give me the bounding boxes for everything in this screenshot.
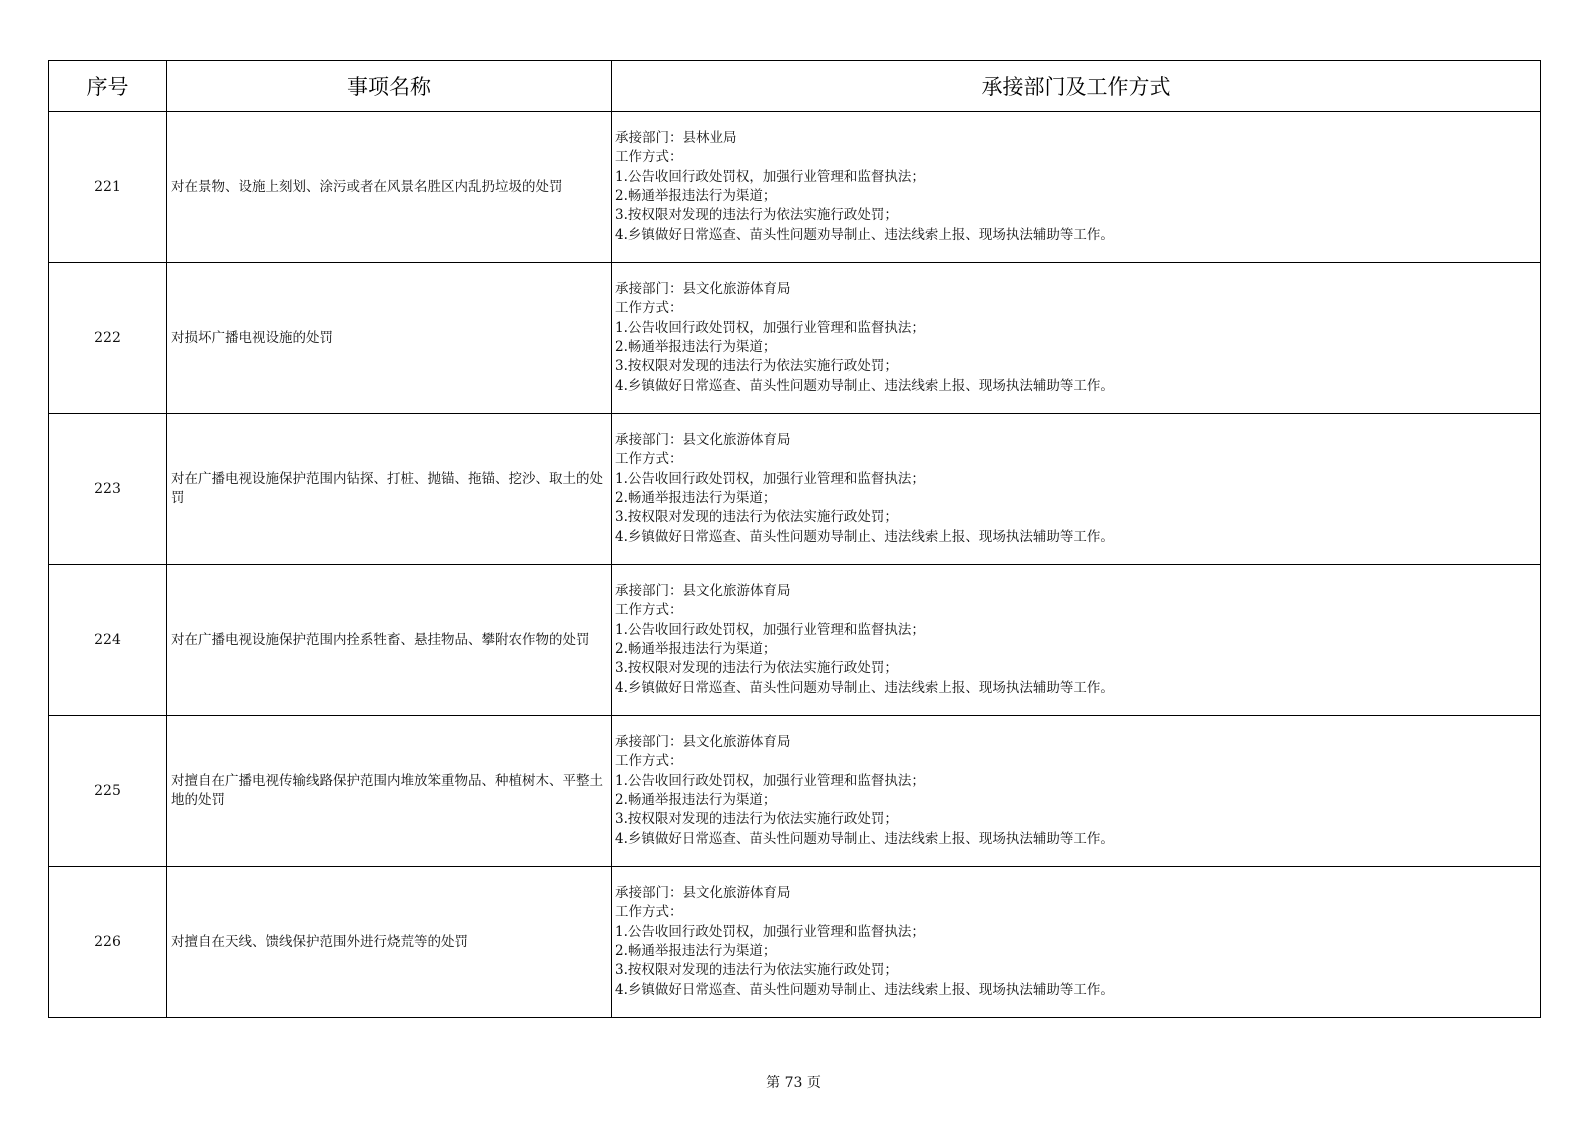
step-2: 2.畅通举报违法行为渠道； (615, 641, 777, 657)
item-name: 对在景物、设施上刻划、涂污或者在风景名胜区内乱扔垃圾的处罚 (167, 112, 612, 263)
item-name: 对在广播电视设施保护范围内拴系牲畜、悬挂物品、攀附农作物的处罚 (167, 565, 612, 716)
step-4: 4.乡镇做好日常巡查、苗头性问题劝导制止、违法线索上报、现场执法辅助等工作。 (615, 981, 1114, 998)
step-1: 1.公告收回行政处罚权，加强行业管理和监督执法； (615, 621, 925, 638)
table-row (49, 263, 1541, 414)
step-2: 2.畅通举报违法行为渠道； (615, 490, 777, 506)
table-row (49, 867, 1541, 1018)
method-label: 工作方式： (615, 451, 683, 468)
item-name: 对在广播电视设施保护范围内钻探、打桩、抛锚、拖锚、挖沙、取土的处罚 (167, 414, 612, 565)
step-2: 2.畅通举报违法行为渠道； (615, 188, 777, 204)
step-3: 3.按权限对发现的违法行为依法实施行政处罚； (615, 660, 898, 677)
header-name: 事项名称 (167, 61, 612, 112)
header-no: 序号 (49, 61, 167, 112)
step-3: 3.按权限对发现的违法行为依法实施行政处罚； (615, 358, 898, 375)
table-row (49, 414, 1541, 565)
row-number: 223 (49, 414, 167, 565)
row-number: 221 (49, 112, 167, 263)
table-row (49, 112, 1541, 263)
step-4: 4.乡镇做好日常巡查、苗头性问题劝导制止、违法线索上报、现场执法辅助等工作。 (615, 377, 1114, 394)
step-3: 3.按权限对发现的违法行为依法实施行政处罚； (615, 207, 898, 224)
item-name: 对损坏广播电视设施的处罚 (167, 263, 612, 414)
table-row (49, 565, 1541, 716)
dept-label: 承接部门：县文化旅游体育局 (615, 281, 791, 298)
method-label: 工作方式： (615, 753, 683, 770)
step-1: 1.公告收回行政处罚权，加强行业管理和监督执法； (615, 772, 925, 789)
item-name: 对擅自在广播电视传输线路保护范围内堆放笨重物品、种植树木、平整土地的处罚 (167, 716, 612, 867)
dept-cell (612, 565, 1541, 716)
step-1: 1.公告收回行政处罚权，加强行业管理和监督执法； (615, 168, 925, 185)
dept-label: 承接部门：县林业局 (615, 130, 737, 147)
header-row (49, 61, 1541, 112)
row-number: 226 (49, 867, 167, 1018)
step-1: 1.公告收回行政处罚权，加强行业管理和监督执法； (615, 470, 925, 487)
dept-cell (612, 414, 1541, 565)
dept-label: 承接部门：县文化旅游体育局 (615, 885, 791, 902)
dept-label: 承接部门：县文化旅游体育局 (615, 432, 791, 449)
step-3: 3.按权限对发现的违法行为依法实施行政处罚； (615, 962, 898, 979)
header-dept: 承接部门及工作方式 (612, 61, 1541, 112)
method-label: 工作方式： (615, 300, 683, 317)
row-number: 222 (49, 263, 167, 414)
method-label: 工作方式： (615, 602, 683, 619)
step-4: 4.乡镇做好日常巡查、苗头性问题劝导制止、违法线索上报、现场执法辅助等工作。 (615, 528, 1114, 545)
step-4: 4.乡镇做好日常巡查、苗头性问题劝导制止、违法线索上报、现场执法辅助等工作。 (615, 830, 1114, 847)
row-number: 225 (49, 716, 167, 867)
dept-cell (612, 112, 1541, 263)
method-label: 工作方式： (615, 904, 683, 921)
dept-cell (612, 716, 1541, 867)
step-1: 1.公告收回行政处罚权，加强行业管理和监督执法； (615, 923, 925, 940)
step-3: 3.按权限对发现的违法行为依法实施行政处罚； (615, 509, 898, 526)
table-row (49, 716, 1541, 867)
step-2: 2.畅通举报违法行为渠道； (615, 792, 777, 808)
step-3: 3.按权限对发现的违法行为依法实施行政处罚； (615, 811, 898, 828)
dept-cell (612, 263, 1541, 414)
row-number: 224 (49, 565, 167, 716)
dept-label: 承接部门：县文化旅游体育局 (615, 583, 791, 600)
step-4: 4.乡镇做好日常巡查、苗头性问题劝导制止、违法线索上报、现场执法辅助等工作。 (615, 226, 1114, 243)
items-table (48, 60, 1541, 1018)
step-2: 2.畅通举报违法行为渠道； (615, 943, 777, 959)
step-4: 4.乡镇做好日常巡查、苗头性问题劝导制止、违法线索上报、现场执法辅助等工作。 (615, 679, 1114, 696)
dept-cell (612, 867, 1541, 1018)
item-name: 对擅自在天线、馈线保护范围外进行烧荒等的处罚 (167, 867, 612, 1018)
dept-label: 承接部门：县文化旅游体育局 (615, 734, 791, 751)
method-label: 工作方式： (615, 149, 683, 166)
page-number: 第 73 页 (766, 1075, 821, 1091)
step-2: 2.畅通举报违法行为渠道； (615, 339, 777, 355)
step-1: 1.公告收回行政处罚权，加强行业管理和监督执法； (615, 319, 925, 336)
